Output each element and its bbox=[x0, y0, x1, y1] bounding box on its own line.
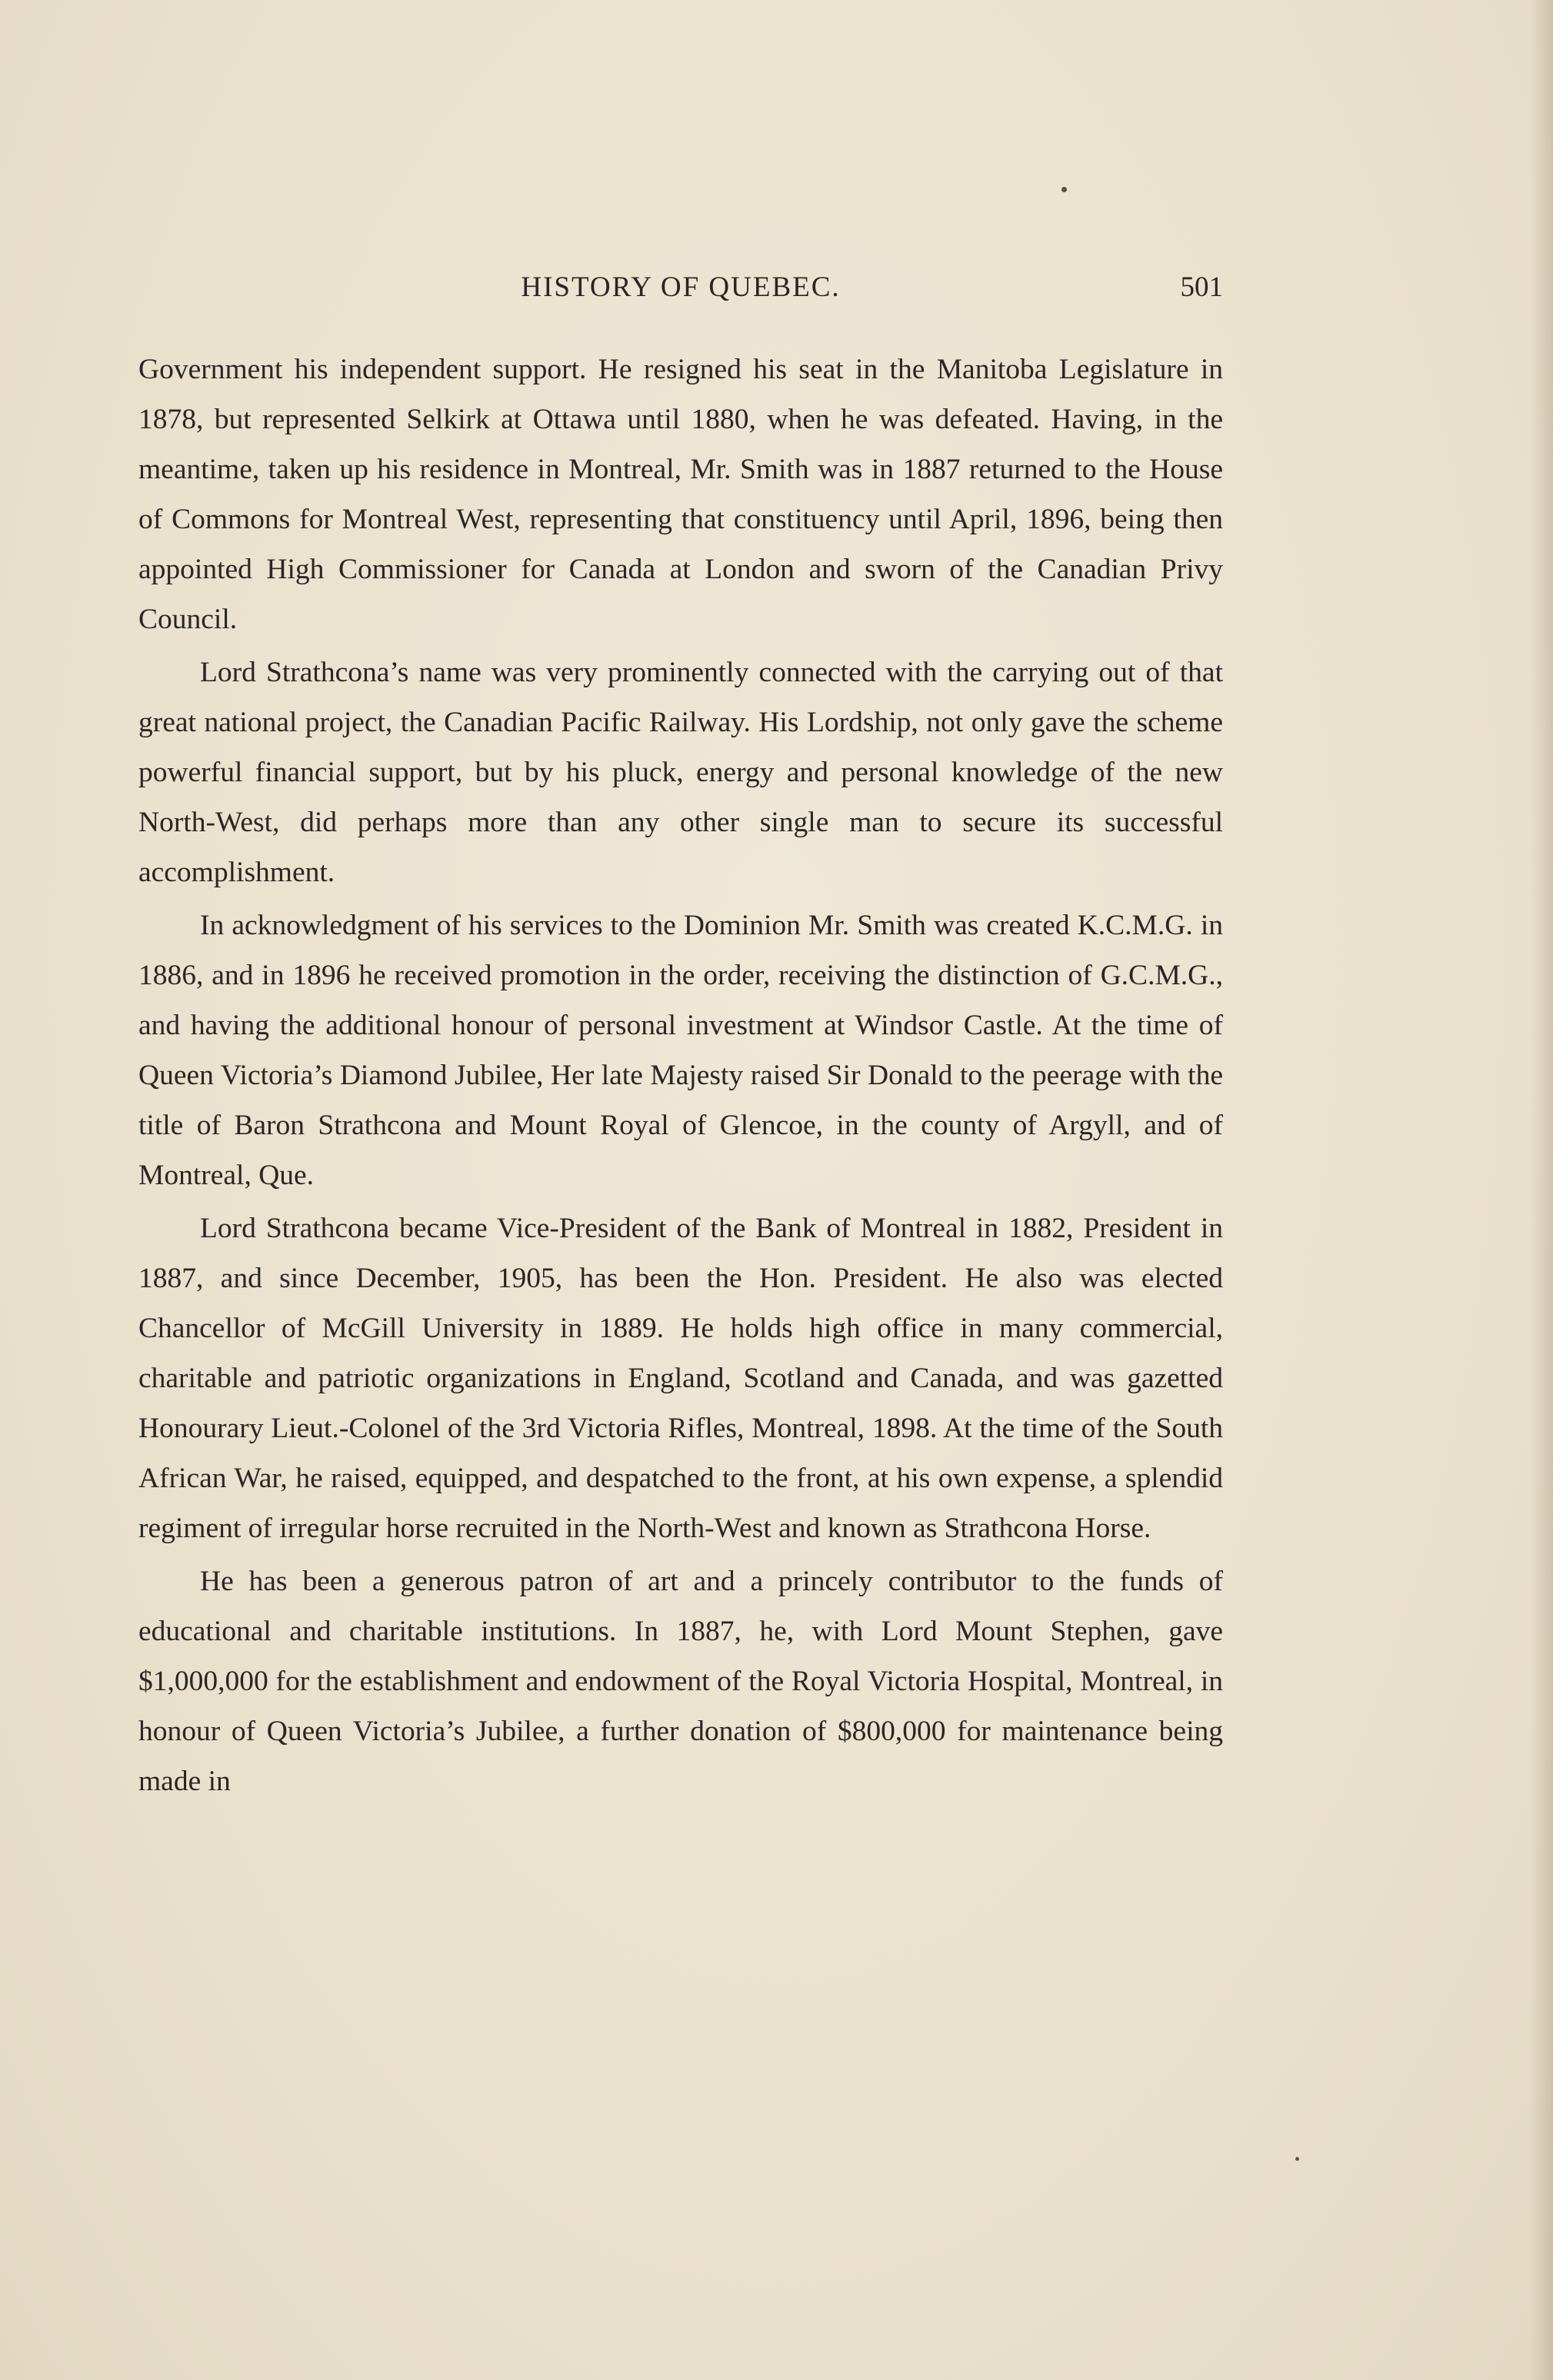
ink-speck bbox=[1061, 187, 1067, 192]
page-number: 501 bbox=[1180, 271, 1223, 303]
page-edge-shadow bbox=[1530, 0, 1553, 2380]
ink-speck bbox=[1295, 2157, 1299, 2161]
paragraph: He has been a generous patron of art and a princely contributor to the funds of educational and charitable institutions. In 1887, he, with Lord Mount Stephen, gave $1,000,000 for the establishment and endowment of the Royal Victoria Hospital, Montreal, in honour of Queen Victoria’s Jubilee, a further donation of $800,000 for maintenance being made in bbox=[138, 1566, 1223, 1797]
paragraph: Lord Strathcona’s name was very prominently connected with the carrying out of that great national project, the Canadian Pacific Railway. His Lordship, not only gave the scheme powerful financial support, but by his pluck, energy and personal knowledge of the new North-West, did perhaps more than any other single man to secure its successful accomplishment. bbox=[138, 657, 1223, 888]
paragraph: Government his independent support. He resigned his seat in the Manitoba Legislature in 1878, but represented Selkirk at Ottawa until 1880, when he was defeated. Having, in the meantime, taken up his residence in Montreal, Mr. Smith was in 1887 returned to the House of Commons for Montreal West, representing that constituency until April, 1896, being then appointed High Commissioner for Canada at London and sworn of the Canadian Privy Council. bbox=[138, 354, 1223, 635]
running-title: HISTORY OF QUEBEC. bbox=[521, 271, 841, 303]
body-text bbox=[138, 345, 1223, 1809]
running-header bbox=[138, 271, 1223, 317]
paragraph: Lord Strathcona became Vice-President of the Bank of Montreal in 1882, President in 1887, and since December, 1905, has been the Hon. President. He also was elected Chancellor of McGill University in 1889. He holds high office in many commercial, charitable and patriotic organizations in England, Scotland and Canada, and was gazetted Honourary Lieut.-Colonel of the 3rd Victoria Rifles, Montreal, 1898. At the time of the South African War, he raised, equipped, and despatched to the front, at his own expense, a splendid regiment of irregular horse recruited in the North-West and known as Strathcona Horse. bbox=[138, 1213, 1223, 1544]
paragraph: In acknowledgment of his services to the Dominion Mr. Smith was created K.C.M.G. in 1886, and in 1896 he received promotion in the order, receiving the distinction of G.C.M.G., and having the additional honour of personal investment at Windsor Castle. At the time of Queen Victoria’s Diamond Jubilee, Her late Majesty raised Sir Donald to the peerage with the title of Baron Strathcona and Mount Royal of Glencoe, in the county of Argyll, and of Montreal, Que. bbox=[138, 910, 1223, 1191]
